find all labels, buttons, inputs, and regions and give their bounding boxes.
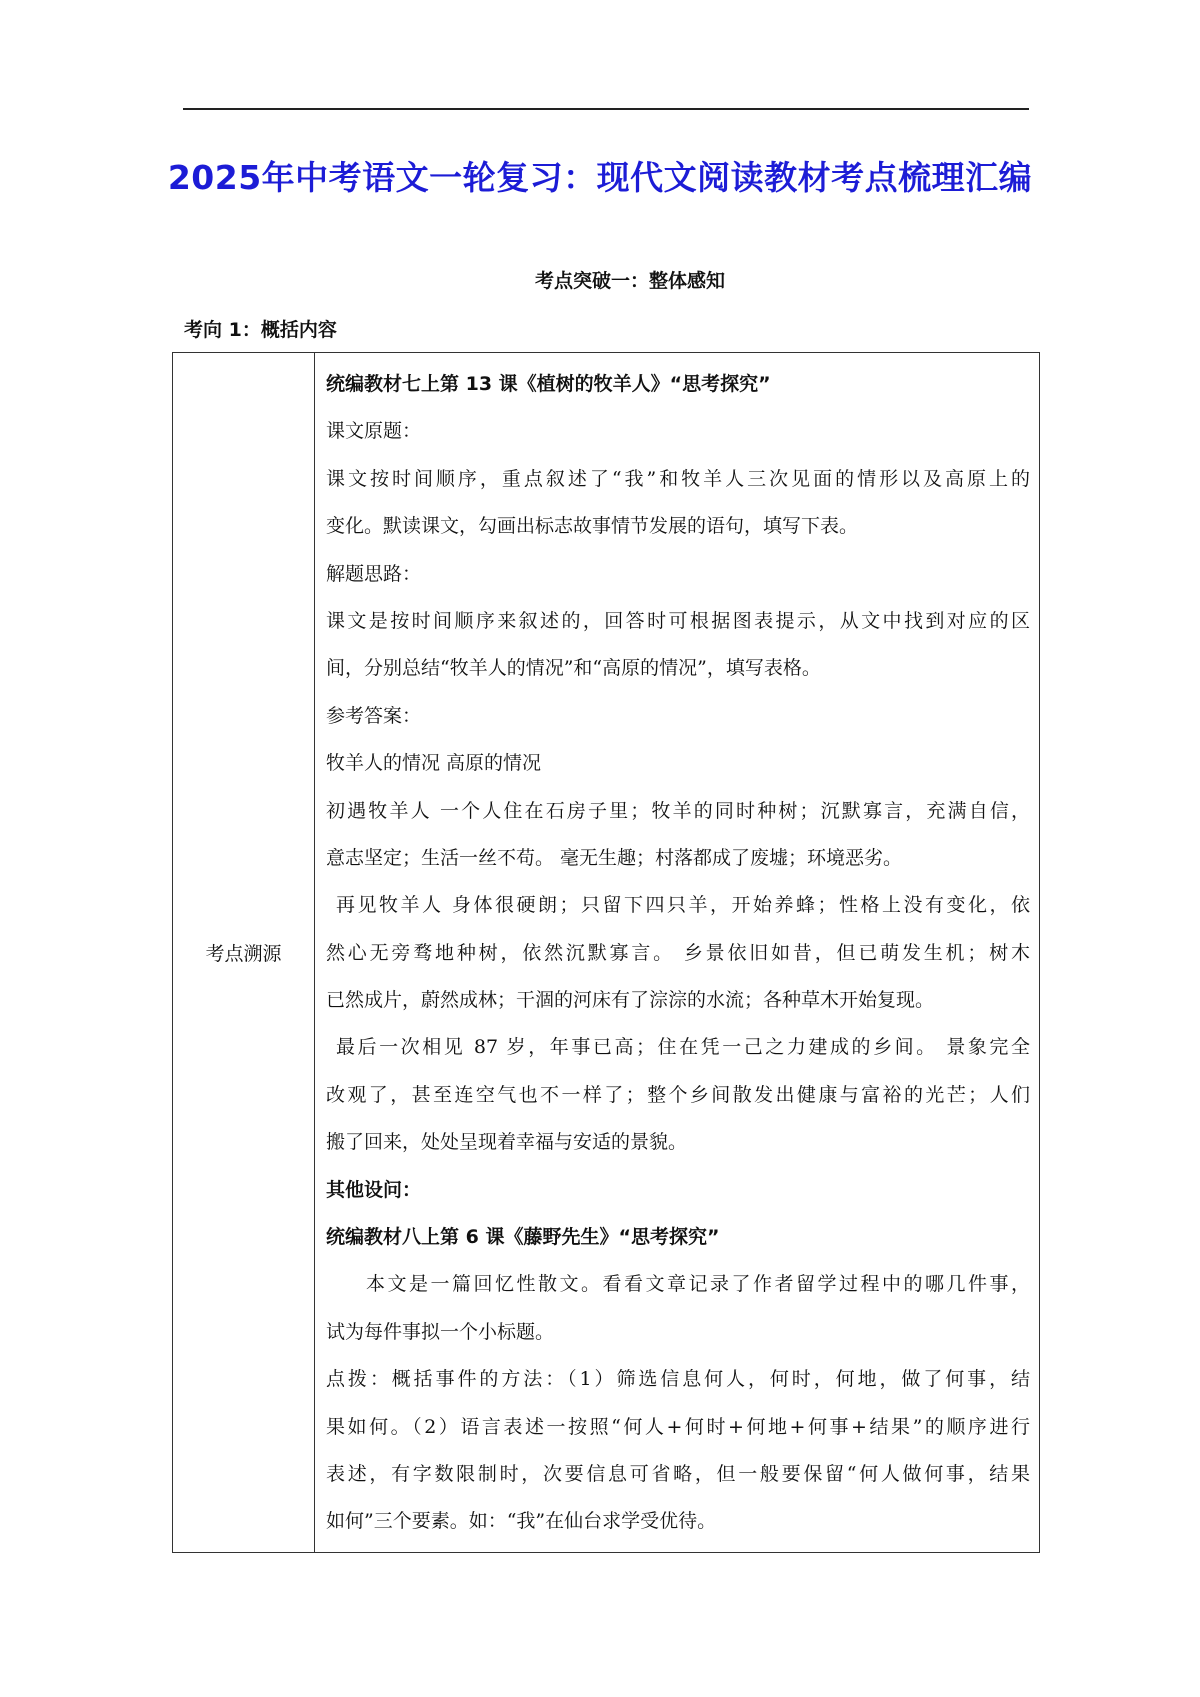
original-question-label: 课文原题：	[326, 420, 422, 443]
source-label-cell	[173, 353, 315, 1553]
tip-line: 点拨：概括事件的方法：（1）筛选信息何人，何时，何地，做了何事，结	[326, 1368, 1030, 1391]
approach-label: 解题思路：	[326, 562, 422, 585]
answer-line: 再见牧羊人 身体很硬朗；只留下四只羊，开始养蜂；性格上没有变化，依	[336, 894, 1030, 917]
answer-header-line: 牧羊人的情况 高原的情况	[326, 752, 542, 775]
direction-title: 考向 1：概括内容	[184, 319, 337, 341]
content-cell	[315, 353, 1040, 1553]
answer-label: 参考答案：	[326, 704, 422, 727]
lesson-heading: 统编教材七上第 13 课《植树的牧羊人》“思考探究”	[326, 373, 771, 395]
table-row	[173, 353, 1040, 1553]
other-questions-label: 其他设问：	[326, 1178, 422, 1201]
answer-line: 意志坚定；生活一丝不苟。 毫无生趣；村落都成了废墟；环境恶劣。	[326, 846, 903, 869]
question-line: 变化。默读课文，勾画出标志故事情节发展的语句，填写下表。	[326, 515, 859, 538]
content-table	[172, 352, 1040, 1553]
approach-line: 间，分别总结“牧羊人的情况”和“高原的情况”，填写表格。	[326, 657, 821, 680]
paragraph-line: 试为每件事拟一个小标题。	[326, 1320, 555, 1343]
approach-line: 课文是按时间顺序来叙述的，回答时可根据图表提示，从文中找到对应的区	[326, 609, 1030, 632]
header-rule	[183, 108, 1029, 110]
tip-line: 果如何。（2）语言表述一按照“何人+何时+何地+何事+结果”的顺序进行	[326, 1415, 1030, 1438]
paragraph-line: 本文是一篇回忆性散文。看看文章记录了作者留学过程中的哪几件事，	[366, 1273, 1030, 1296]
answer-line: 改观了，甚至连空气也不一样了；整个乡间散发出健康与富裕的光芒；人们	[326, 1083, 1030, 1106]
question-line: 课文按时间顺序，重点叙述了“我”和牧羊人三次见面的情形以及高原上的	[326, 467, 1030, 490]
answer-line: 已然成片，蔚然成林；干涸的河床有了淙淙的水流；各种草木开始复现。	[326, 989, 935, 1012]
answer-line: 搬了回来，处处呈现着幸福与安适的景貌。	[326, 1131, 688, 1154]
tip-line: 如何”三个要素。如：“我”在仙台求学受优待。	[326, 1510, 717, 1533]
tip-line: 表述，有字数限制时，次要信息可省略，但一般要保留“何人做何事，结果	[326, 1462, 1030, 1485]
source-label: 考点溯源	[205, 943, 282, 965]
answer-line: 然心无旁骛地种树，依然沉默寡言。 乡景依旧如昔，但已萌发生机；树木	[326, 941, 1030, 964]
lesson-heading: 统编教材八上第 6 课《藤野先生》“思考探究”	[326, 1226, 720, 1249]
answer-line: 最后一次相见 87 岁，年事已高；住在凭一己之力建成的乡间。 景象完全	[336, 1036, 1030, 1059]
answer-line: 初遇牧羊人 一个人住在石房子里；牧羊的同时种树；沉默寡言，充满自信，	[326, 799, 1030, 822]
document-title: 2025年中考语文一轮复习：现代文阅读教材考点梳理汇编	[167, 158, 1033, 197]
section-title: 考点突破一：整体感知	[534, 270, 725, 292]
